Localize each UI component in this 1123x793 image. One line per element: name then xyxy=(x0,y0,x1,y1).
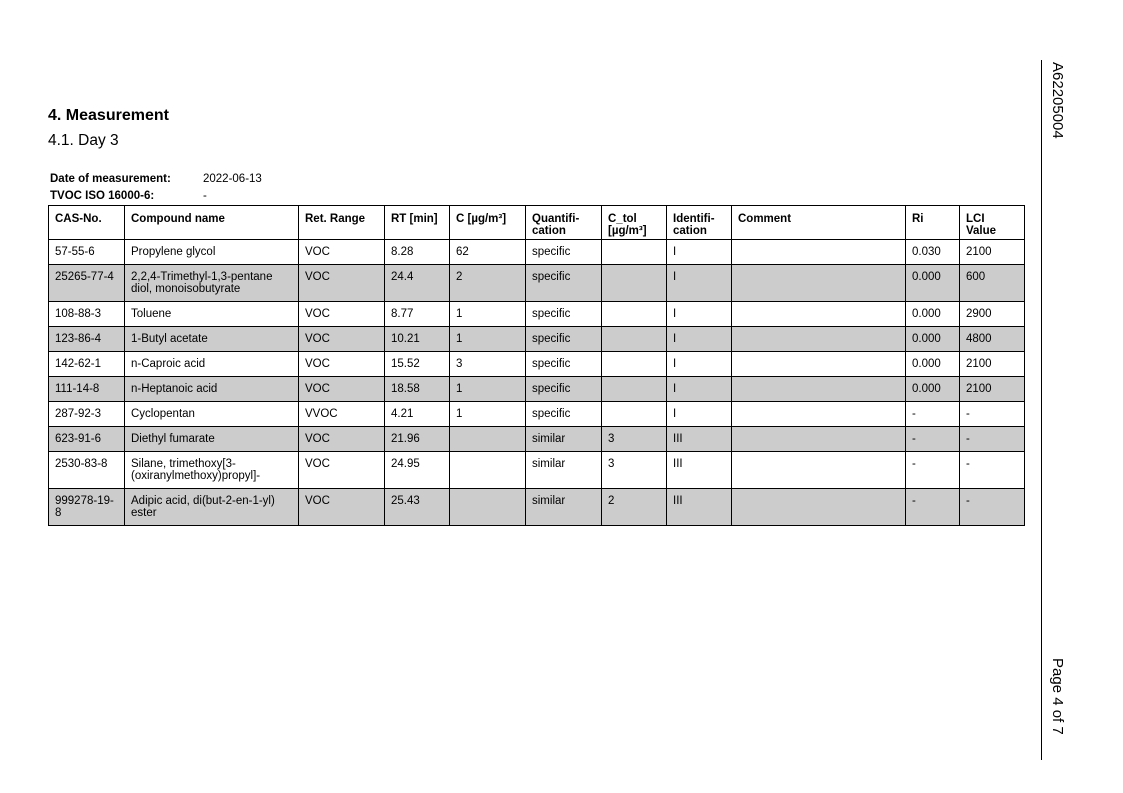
tvoc-label: TVOC ISO 16000-6: xyxy=(50,189,155,202)
table-cell: 25265-77-4 xyxy=(49,265,125,302)
table-cell xyxy=(450,427,526,452)
table-body xyxy=(49,240,1025,526)
table-cell: 999278-19-8 xyxy=(49,489,125,526)
table-cell xyxy=(732,427,906,452)
table-row xyxy=(49,402,1025,427)
date-row xyxy=(50,170,262,187)
date-value: 2022-06-13 xyxy=(203,172,262,185)
table-cell: Silane, trimethoxy[3-(oxiranylmethoxy)propyl]- xyxy=(125,452,299,489)
table-cell xyxy=(602,352,667,377)
column-header: Ret. Range xyxy=(299,206,385,240)
table-row xyxy=(49,240,1025,265)
table-cell: I xyxy=(667,377,732,402)
table-cell: specific xyxy=(526,377,602,402)
table-cell: III xyxy=(667,427,732,452)
column-header: Ri xyxy=(906,206,960,240)
table-cell xyxy=(602,377,667,402)
table-cell: 3 xyxy=(602,452,667,489)
document-id: A62205004 xyxy=(1049,62,1066,139)
table-cell: 4.21 xyxy=(385,402,450,427)
column-header: RT [min] xyxy=(385,206,450,240)
table-cell: n-Caproic acid xyxy=(125,352,299,377)
table-cell: VOC xyxy=(299,352,385,377)
table-cell: VOC xyxy=(299,489,385,526)
table-cell: specific xyxy=(526,327,602,352)
table-cell xyxy=(732,452,906,489)
table-cell xyxy=(602,302,667,327)
tvoc-row xyxy=(50,187,262,204)
table-cell: specific xyxy=(526,265,602,302)
table-cell: - xyxy=(960,402,1025,427)
table-cell xyxy=(602,265,667,302)
table-cell xyxy=(732,402,906,427)
table-cell: 1 xyxy=(450,402,526,427)
table-cell: - xyxy=(960,452,1025,489)
column-header: Comment xyxy=(732,206,906,240)
table-cell: VOC xyxy=(299,302,385,327)
column-header: C_tol [µg/m³] xyxy=(602,206,667,240)
tvoc-value: - xyxy=(203,189,207,202)
table-cell xyxy=(602,327,667,352)
table-cell: 8.28 xyxy=(385,240,450,265)
table-cell: 10.21 xyxy=(385,327,450,352)
table-cell: Adipic acid, di(but-2-en-1-yl) ester xyxy=(125,489,299,526)
table-cell: similar xyxy=(526,489,602,526)
table-cell: 2100 xyxy=(960,377,1025,402)
table-row xyxy=(49,265,1025,302)
table-cell: III xyxy=(667,452,732,489)
table-cell xyxy=(732,489,906,526)
table-row xyxy=(49,452,1025,489)
table-cell xyxy=(602,402,667,427)
table-row xyxy=(49,327,1025,352)
table-cell: VOC xyxy=(299,265,385,302)
table-cell: - xyxy=(906,427,960,452)
table-cell: I xyxy=(667,240,732,265)
table-cell: 2 xyxy=(602,489,667,526)
table-cell: I xyxy=(667,402,732,427)
table-cell: I xyxy=(667,265,732,302)
table-cell: 111-14-8 xyxy=(49,377,125,402)
table-cell: 18.58 xyxy=(385,377,450,402)
table-cell: 0.030 xyxy=(906,240,960,265)
table-cell: n-Heptanoic acid xyxy=(125,377,299,402)
table-cell: 15.52 xyxy=(385,352,450,377)
table-cell: Toluene xyxy=(125,302,299,327)
table-cell: 2,2,4-Trimethyl-1,3-pentane diol, monoisobutyrate xyxy=(125,265,299,302)
table-cell: 600 xyxy=(960,265,1025,302)
table-cell: - xyxy=(906,452,960,489)
column-header: Identifi- cation xyxy=(667,206,732,240)
table-cell xyxy=(732,352,906,377)
table-cell: 2 xyxy=(450,265,526,302)
table-cell: VOC xyxy=(299,327,385,352)
table-cell: VOC xyxy=(299,240,385,265)
subsection-title: 4.1. Day 3 xyxy=(48,132,119,149)
column-header: Quantifi- cation xyxy=(526,206,602,240)
table-cell: 1 xyxy=(450,327,526,352)
table-cell: 142-62-1 xyxy=(49,352,125,377)
table-row xyxy=(49,302,1025,327)
table-cell: Propylene glycol xyxy=(125,240,299,265)
table-cell: 2900 xyxy=(960,302,1025,327)
table-cell: 1 xyxy=(450,302,526,327)
measurement-table xyxy=(48,205,1025,526)
table-cell: 1 xyxy=(450,377,526,402)
table-cell: III xyxy=(667,489,732,526)
table-cell: specific xyxy=(526,402,602,427)
side-rule xyxy=(1041,60,1042,760)
table-cell xyxy=(732,240,906,265)
table-row xyxy=(49,377,1025,402)
table-cell: 25.43 xyxy=(385,489,450,526)
table-cell: 57-55-6 xyxy=(49,240,125,265)
table-cell: Diethyl fumarate xyxy=(125,427,299,452)
table-cell: I xyxy=(667,327,732,352)
section-title: 4. Measurement xyxy=(48,107,169,124)
table-cell: - xyxy=(906,489,960,526)
table-cell: 24.95 xyxy=(385,452,450,489)
page-number: Page 4 of 7 xyxy=(1049,658,1066,735)
table-cell: Cyclopentan xyxy=(125,402,299,427)
table-cell: - xyxy=(960,489,1025,526)
table-cell xyxy=(732,265,906,302)
table-cell: specific xyxy=(526,240,602,265)
table-cell: 108-88-3 xyxy=(49,302,125,327)
measurement-meta xyxy=(50,170,262,204)
table-cell: specific xyxy=(526,352,602,377)
table-cell: 0.000 xyxy=(906,302,960,327)
table-cell xyxy=(450,452,526,489)
table-cell: - xyxy=(960,427,1025,452)
column-header: CAS-No. xyxy=(49,206,125,240)
table-cell: 21.96 xyxy=(385,427,450,452)
table-cell: 2530-83-8 xyxy=(49,452,125,489)
table-row xyxy=(49,489,1025,526)
table-cell: VOC xyxy=(299,452,385,489)
table-cell: 3 xyxy=(450,352,526,377)
table-cell: similar xyxy=(526,427,602,452)
table-cell: 2100 xyxy=(960,352,1025,377)
table-cell: 0.000 xyxy=(906,265,960,302)
table-cell xyxy=(450,489,526,526)
table-cell: 0.000 xyxy=(906,327,960,352)
table-cell: 0.000 xyxy=(906,377,960,402)
table-cell: I xyxy=(667,352,732,377)
column-header: LCI Value xyxy=(960,206,1025,240)
table-cell: 123-86-4 xyxy=(49,327,125,352)
table-cell: - xyxy=(906,402,960,427)
table-row xyxy=(49,352,1025,377)
table-cell: VOC xyxy=(299,377,385,402)
table-cell: similar xyxy=(526,452,602,489)
table-cell: specific xyxy=(526,302,602,327)
table-cell: 2100 xyxy=(960,240,1025,265)
table-header-row xyxy=(49,206,1025,240)
table-cell: 287-92-3 xyxy=(49,402,125,427)
table-cell xyxy=(602,240,667,265)
table-cell: VVOC xyxy=(299,402,385,427)
table-cell: I xyxy=(667,302,732,327)
table-row xyxy=(49,427,1025,452)
table-cell xyxy=(732,377,906,402)
column-header: Compound name xyxy=(125,206,299,240)
column-header: C [µg/m³] xyxy=(450,206,526,240)
table-cell: 8.77 xyxy=(385,302,450,327)
table-cell: 0.000 xyxy=(906,352,960,377)
table-cell xyxy=(732,327,906,352)
table-cell: 623-91-6 xyxy=(49,427,125,452)
table-cell: 62 xyxy=(450,240,526,265)
table-cell: VOC xyxy=(299,427,385,452)
table-cell: 4800 xyxy=(960,327,1025,352)
table-cell: 3 xyxy=(602,427,667,452)
table-cell: 24.4 xyxy=(385,265,450,302)
table-cell xyxy=(732,302,906,327)
date-label: Date of measurement: xyxy=(50,172,171,185)
table-cell: 1-Butyl acetate xyxy=(125,327,299,352)
